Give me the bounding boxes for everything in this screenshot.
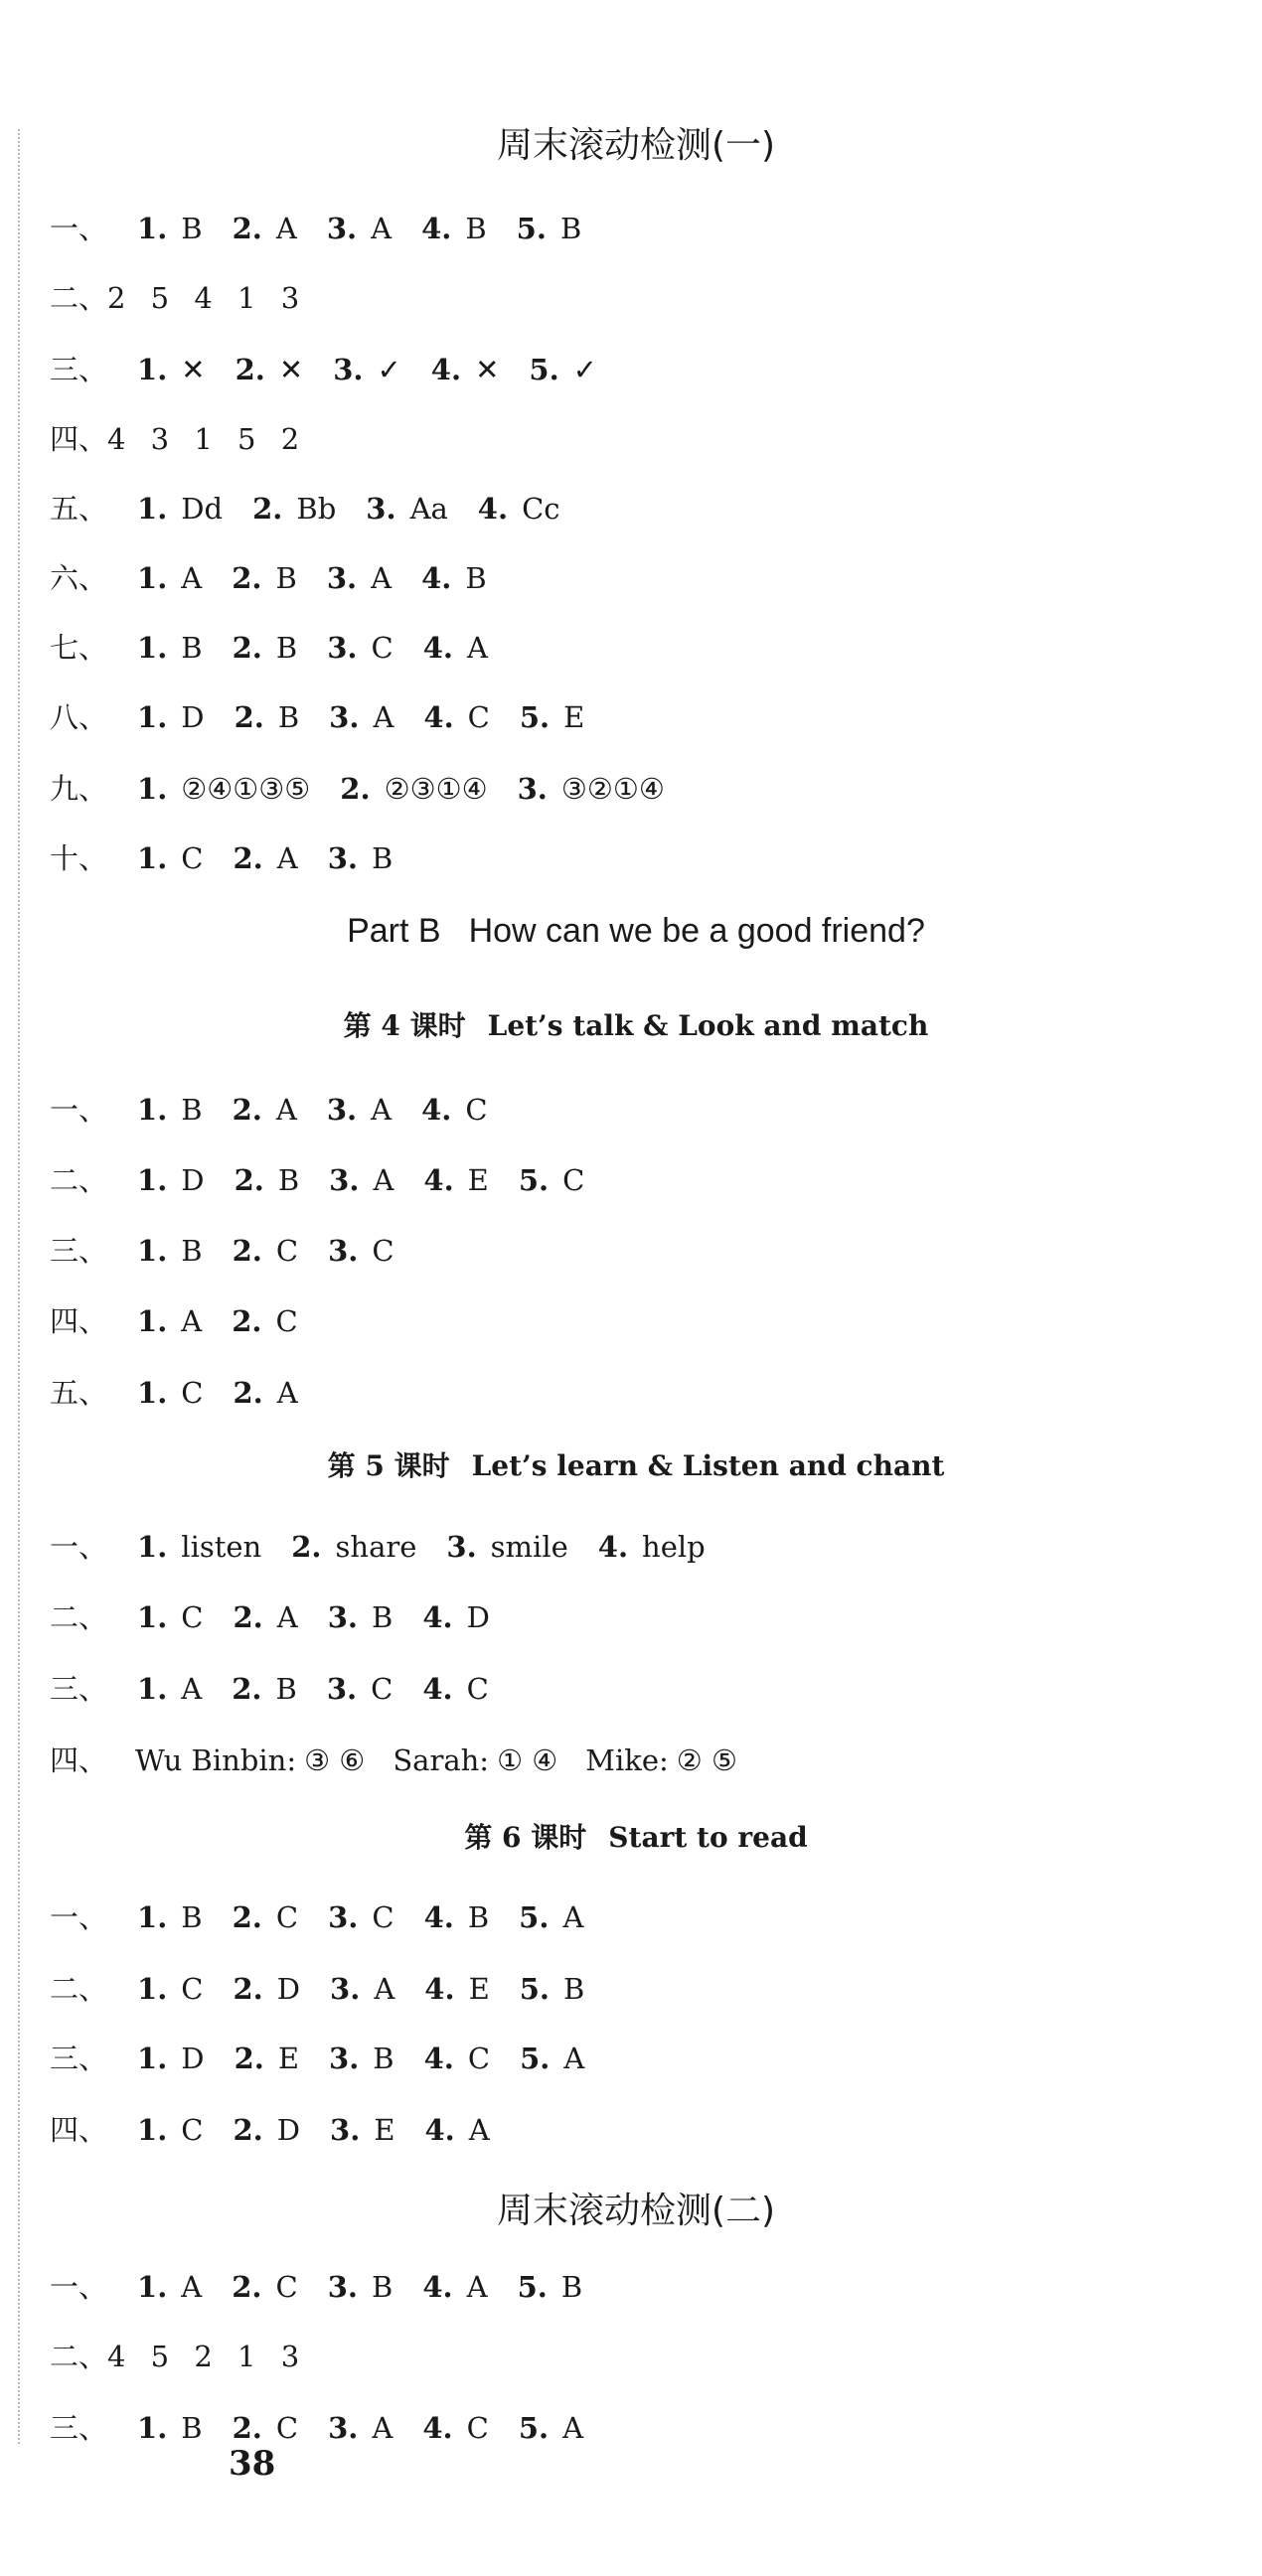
- part-b-heading: [50, 912, 1222, 951]
- item-answer: B: [372, 1600, 394, 1634]
- question-number: 十、: [50, 841, 108, 875]
- item-answer: ✕: [181, 353, 206, 386]
- item-number: 1.: [137, 2113, 168, 2147]
- item-number: 2.: [233, 1600, 263, 1634]
- item-answer: A: [371, 212, 393, 245]
- item-answer: B: [277, 700, 300, 734]
- item-number: 1.: [137, 212, 168, 245]
- item-answer: C: [275, 1900, 299, 1934]
- answer-row: [50, 1229, 394, 1270]
- item-number: 1.: [137, 1672, 168, 1706]
- item-number: 4.: [423, 2042, 454, 2075]
- item-number: 5.: [519, 1900, 550, 1934]
- answer-row: [50, 1667, 489, 1708]
- item-answer: C: [465, 1093, 488, 1127]
- person-name: Wu Binbin:: [135, 1743, 297, 1777]
- item-number: 2.: [232, 1900, 262, 1934]
- item-answer: C: [372, 1900, 394, 1934]
- question-number: 一、: [50, 1093, 108, 1127]
- item-number: 4.: [597, 1530, 629, 1564]
- item-number: 4.: [423, 700, 454, 734]
- item-answer: B: [275, 631, 298, 665]
- item-answer: A: [562, 1900, 584, 1934]
- answer-row: [50, 1739, 737, 1779]
- name-answer-pair: [135, 1743, 365, 1777]
- item-answer: A: [181, 1672, 203, 1706]
- item-number: 1.: [137, 353, 168, 386]
- item-number: 3.: [329, 1163, 360, 1197]
- item-answer: B: [372, 841, 394, 875]
- answer-row: [50, 1595, 490, 1636]
- question-number: 二、: [50, 2340, 108, 2373]
- item-number: 3.: [328, 1234, 359, 1268]
- item-answer: A: [374, 1972, 395, 2006]
- answer-row: [50, 1158, 584, 1199]
- item-answer: A: [276, 841, 298, 875]
- item-answer: A: [373, 700, 394, 734]
- item-number: 5.: [516, 212, 547, 245]
- item-number: 4.: [422, 2270, 453, 2304]
- item-answer: ✓: [377, 353, 401, 386]
- item-answer: A: [372, 2411, 394, 2445]
- question-number: 二、: [50, 1600, 108, 1634]
- item-number: 2.: [234, 1163, 264, 1197]
- item-number: 3.: [327, 2270, 359, 2304]
- item-answer: C: [466, 1672, 489, 1706]
- item-number: 5.: [520, 2042, 551, 2075]
- question-number: 三、: [50, 2042, 108, 2075]
- item-answer: A: [275, 212, 297, 245]
- weekend-test-2-heading: 周末滚动检测(二): [496, 2191, 776, 2231]
- item-number: 1.: [137, 631, 168, 665]
- question-number: 三、: [50, 353, 108, 386]
- item-answer: B: [181, 1234, 203, 1268]
- answer-row: [50, 695, 584, 736]
- answer-sequence: 2 5 4 1 3: [107, 281, 308, 315]
- item-answer: E: [467, 1163, 489, 1197]
- answer-row: [50, 556, 487, 597]
- item-number: 3.: [327, 631, 358, 665]
- item-number: 2.: [232, 1234, 262, 1268]
- item-answer: C: [181, 1972, 204, 2006]
- item-answer: D: [276, 1972, 301, 2006]
- item-number: 1.: [137, 1900, 168, 1934]
- item-answer: B: [560, 2270, 583, 2304]
- item-answer: B: [275, 1672, 297, 1706]
- weekend-test-1-heading: 周末滚动检测(一): [496, 125, 776, 166]
- item-number: 1.: [137, 2411, 168, 2445]
- item-answer: B: [181, 1900, 203, 1934]
- item-number: 1.: [137, 1530, 168, 1564]
- item-number: 3.: [326, 1672, 358, 1706]
- item-answer: smile: [490, 1530, 568, 1564]
- item-answer: A: [276, 1600, 298, 1634]
- item-answer: ②④①③⑤: [181, 772, 311, 806]
- item-answer: E: [563, 700, 585, 734]
- item-answer: C: [371, 1672, 394, 1706]
- item-number: 2.: [233, 1972, 263, 2006]
- item-answer: B: [373, 2042, 394, 2075]
- item-number: 2.: [232, 1304, 262, 1338]
- item-number: 2.: [235, 353, 265, 386]
- question-number: 一、: [50, 1530, 108, 1564]
- item-number: 5.: [517, 2270, 548, 2304]
- item-answer: ✓: [572, 353, 597, 386]
- question-number: 二、: [50, 1972, 108, 2006]
- item-number: 3.: [517, 772, 548, 806]
- item-number: 5.: [519, 1972, 551, 2006]
- lesson-number: 第 5 课时: [327, 1449, 450, 1482]
- item-number: 4.: [477, 492, 509, 526]
- person-answer: ① ④: [497, 1743, 558, 1777]
- item-number: 3.: [327, 841, 359, 875]
- lesson-6-heading: [50, 1816, 1222, 1856]
- item-answer: A: [466, 631, 488, 665]
- item-answer: A: [371, 1093, 393, 1127]
- item-number: 4.: [423, 1163, 454, 1197]
- item-answer: B: [372, 2270, 394, 2304]
- question-number: 五、: [50, 1376, 108, 1410]
- item-number: 2.: [233, 1376, 263, 1410]
- item-number: 3.: [329, 2042, 360, 2075]
- item-number: 2.: [291, 1530, 322, 1564]
- item-number: 3.: [446, 1530, 477, 1564]
- item-number: 1.: [137, 1093, 168, 1127]
- item-number: 4.: [430, 353, 462, 386]
- item-number: 5.: [519, 700, 551, 734]
- name-answer-pair: [585, 1743, 737, 1777]
- item-answer: Aa: [409, 492, 448, 526]
- item-number: 3.: [366, 492, 396, 526]
- item-answer: B: [467, 1900, 490, 1934]
- item-number: 1.: [137, 841, 168, 875]
- item-answer: A: [371, 561, 393, 595]
- question-number: 四、: [50, 422, 108, 456]
- item-answer: B: [275, 561, 297, 595]
- item-number: 4.: [421, 561, 452, 595]
- binding-edge-line: [18, 129, 20, 2444]
- item-number: 1.: [137, 1304, 168, 1338]
- item-answer: A: [181, 561, 203, 595]
- part-title: How can we be a good friend?: [468, 912, 925, 950]
- answer-row: [50, 1088, 488, 1129]
- question-number: 一、: [50, 2270, 108, 2304]
- item-number: 3.: [326, 1093, 358, 1127]
- item-answer: A: [181, 2270, 203, 2304]
- question-number: 一、: [50, 1900, 108, 1934]
- item-answer: D: [181, 2042, 205, 2075]
- item-number: 3.: [328, 1900, 359, 1934]
- item-number: 2.: [232, 2411, 262, 2445]
- item-answer: C: [181, 2113, 204, 2147]
- item-number: 4.: [423, 1900, 454, 1934]
- item-number: 5.: [518, 2411, 550, 2445]
- lesson-title: Let’s learn & Listen and chant: [471, 1449, 945, 1482]
- item-answer: C: [275, 1304, 298, 1338]
- question-number: 一、: [50, 212, 108, 245]
- item-answer: A: [373, 1163, 394, 1197]
- item-number: 1.: [137, 1163, 168, 1197]
- answer-row: [50, 2108, 490, 2149]
- item-answer: C: [181, 1376, 204, 1410]
- item-number: 3.: [328, 2411, 359, 2445]
- item-answer: listen: [181, 1530, 262, 1564]
- item-number: 2.: [232, 631, 262, 665]
- answer-row: [50, 1895, 583, 1936]
- answer-row: [50, 2406, 583, 2447]
- item-number: 5.: [518, 1163, 550, 1197]
- answer-row: [50, 2335, 307, 2375]
- item-answer: B: [181, 212, 203, 245]
- lesson-number: 第 6 课时: [464, 1821, 587, 1854]
- item-answer: B: [181, 631, 203, 665]
- question-number: 二、: [50, 1163, 108, 1197]
- item-answer: C: [181, 1600, 204, 1634]
- answer-row: [50, 626, 488, 667]
- item-answer: C: [275, 1234, 299, 1268]
- item-number: 2.: [232, 1093, 262, 1127]
- item-answer: B: [563, 1972, 585, 2006]
- item-number: 3.: [326, 212, 358, 245]
- lesson-title: Start to read: [608, 1821, 808, 1854]
- item-number: 1.: [137, 2270, 168, 2304]
- lesson-title: Let’s talk & Look and match: [487, 1009, 929, 1042]
- item-number: 3.: [330, 2113, 361, 2147]
- item-number: 2.: [252, 492, 283, 526]
- item-answer: E: [468, 1972, 490, 2006]
- answer-row: [50, 1299, 298, 1340]
- item-number: 1.: [137, 700, 168, 734]
- item-number: 2.: [233, 2113, 263, 2147]
- answer-row: [50, 836, 393, 877]
- item-number: 4.: [421, 212, 452, 245]
- item-number: 4.: [422, 1672, 453, 1706]
- item-answer: B: [559, 212, 582, 245]
- item-number: 1.: [137, 1972, 168, 2006]
- item-number: 3.: [329, 700, 360, 734]
- item-number: 2.: [233, 841, 263, 875]
- item-answer: A: [275, 1093, 297, 1127]
- question-number: 九、: [50, 772, 108, 806]
- question-number: 八、: [50, 700, 108, 734]
- item-answer: help: [642, 1530, 706, 1564]
- item-answer: C: [181, 841, 204, 875]
- item-number: 1.: [137, 1234, 168, 1268]
- answer-row: [50, 487, 560, 528]
- answer-row: [50, 348, 597, 388]
- answer-row: [50, 276, 307, 317]
- item-answer: D: [276, 2113, 301, 2147]
- question-number: 六、: [50, 561, 108, 595]
- question-number: 三、: [50, 1672, 108, 1706]
- page-number: 38: [229, 2444, 276, 2484]
- question-number: 四、: [50, 2113, 108, 2147]
- item-number: 1.: [137, 492, 168, 526]
- item-number: 1.: [137, 561, 168, 595]
- item-answer: Cc: [522, 492, 560, 526]
- question-number: 三、: [50, 1234, 108, 1268]
- part-label: Part B: [347, 912, 441, 950]
- item-answer: D: [181, 1163, 205, 1197]
- person-name: Sarah:: [393, 1743, 490, 1777]
- item-number: 2.: [340, 772, 371, 806]
- item-answer: A: [562, 2411, 584, 2445]
- item-number: 2.: [232, 212, 262, 245]
- item-number: 4.: [424, 2113, 455, 2147]
- item-number: 3.: [333, 353, 364, 386]
- item-answer: Bb: [296, 492, 337, 526]
- item-answer: C: [275, 2411, 299, 2445]
- item-number: 4.: [421, 1093, 452, 1127]
- item-number: 4.: [424, 1972, 455, 2006]
- item-number: 3.: [326, 561, 358, 595]
- item-answer: B: [465, 561, 487, 595]
- item-number: 2.: [232, 2270, 262, 2304]
- item-number: 4.: [422, 2411, 453, 2445]
- item-number: 3.: [330, 1972, 361, 2006]
- item-answer: E: [374, 2113, 395, 2147]
- item-answer: C: [467, 700, 490, 734]
- answer-sequence: 4 5 2 1 3: [107, 2340, 308, 2373]
- item-number: 2.: [234, 700, 264, 734]
- lesson-number: 第 4 课时: [343, 1009, 466, 1042]
- item-number: 4.: [422, 631, 453, 665]
- item-number: 2.: [232, 1672, 262, 1706]
- item-answer: A: [563, 2042, 585, 2075]
- question-number: 四、: [50, 1743, 108, 1777]
- question-number: 四、: [50, 1304, 108, 1338]
- item-answer: A: [276, 1376, 298, 1410]
- item-answer: Dd: [181, 492, 224, 526]
- person-answer: ② ⑤: [676, 1743, 737, 1777]
- answer-row: [50, 207, 581, 247]
- answer-row: [50, 417, 307, 458]
- item-answer: A: [181, 1304, 203, 1338]
- item-answer: C: [275, 2270, 298, 2304]
- item-answer: share: [335, 1530, 417, 1564]
- item-answer: C: [372, 1234, 394, 1268]
- item-number: 1.: [137, 1376, 168, 1410]
- answer-row: [50, 1525, 706, 1566]
- item-number: 1.: [137, 1600, 168, 1634]
- item-number: 2.: [232, 561, 262, 595]
- item-number: 5.: [529, 353, 559, 386]
- person-answer: ③ ⑥: [304, 1743, 366, 1777]
- answer-row: [50, 2265, 582, 2306]
- item-answer: D: [181, 700, 205, 734]
- person-name: Mike:: [585, 1743, 669, 1777]
- name-answer-pair: [393, 1743, 557, 1777]
- item-answer: E: [277, 2042, 300, 2075]
- item-answer: ③②①④: [560, 772, 665, 806]
- item-answer: ②③①④: [384, 772, 488, 806]
- answer-row: [50, 2037, 584, 2077]
- item-answer: B: [277, 1163, 300, 1197]
- lesson-4-heading: [50, 1004, 1222, 1044]
- item-number: 2.: [234, 2042, 264, 2075]
- item-answer: ✕: [475, 353, 500, 386]
- question-number: 三、: [50, 2411, 108, 2445]
- item-answer: A: [466, 2270, 488, 2304]
- answer-row: [50, 1967, 584, 2008]
- item-answer: C: [467, 2042, 491, 2075]
- item-answer: D: [466, 1600, 490, 1634]
- item-number: 4.: [422, 1600, 453, 1634]
- item-answer: C: [371, 631, 394, 665]
- question-number: 二、: [50, 281, 108, 315]
- item-answer: ✕: [278, 353, 304, 386]
- answer-sequence: 4 3 1 5 2: [107, 422, 308, 456]
- answer-row: [50, 1371, 298, 1412]
- question-number: 五、: [50, 492, 108, 526]
- item-answer: C: [562, 1163, 585, 1197]
- item-number: 1.: [137, 772, 168, 806]
- answer-row: [50, 767, 665, 808]
- item-number: 3.: [327, 1600, 359, 1634]
- item-answer: B: [465, 212, 487, 245]
- question-number: 七、: [50, 631, 108, 665]
- lesson-5-heading: [50, 1444, 1222, 1484]
- item-answer: A: [468, 2113, 490, 2147]
- item-number: 1.: [137, 2042, 168, 2075]
- item-answer: B: [181, 2411, 203, 2445]
- item-answer: B: [181, 1093, 203, 1127]
- item-answer: C: [466, 2411, 489, 2445]
